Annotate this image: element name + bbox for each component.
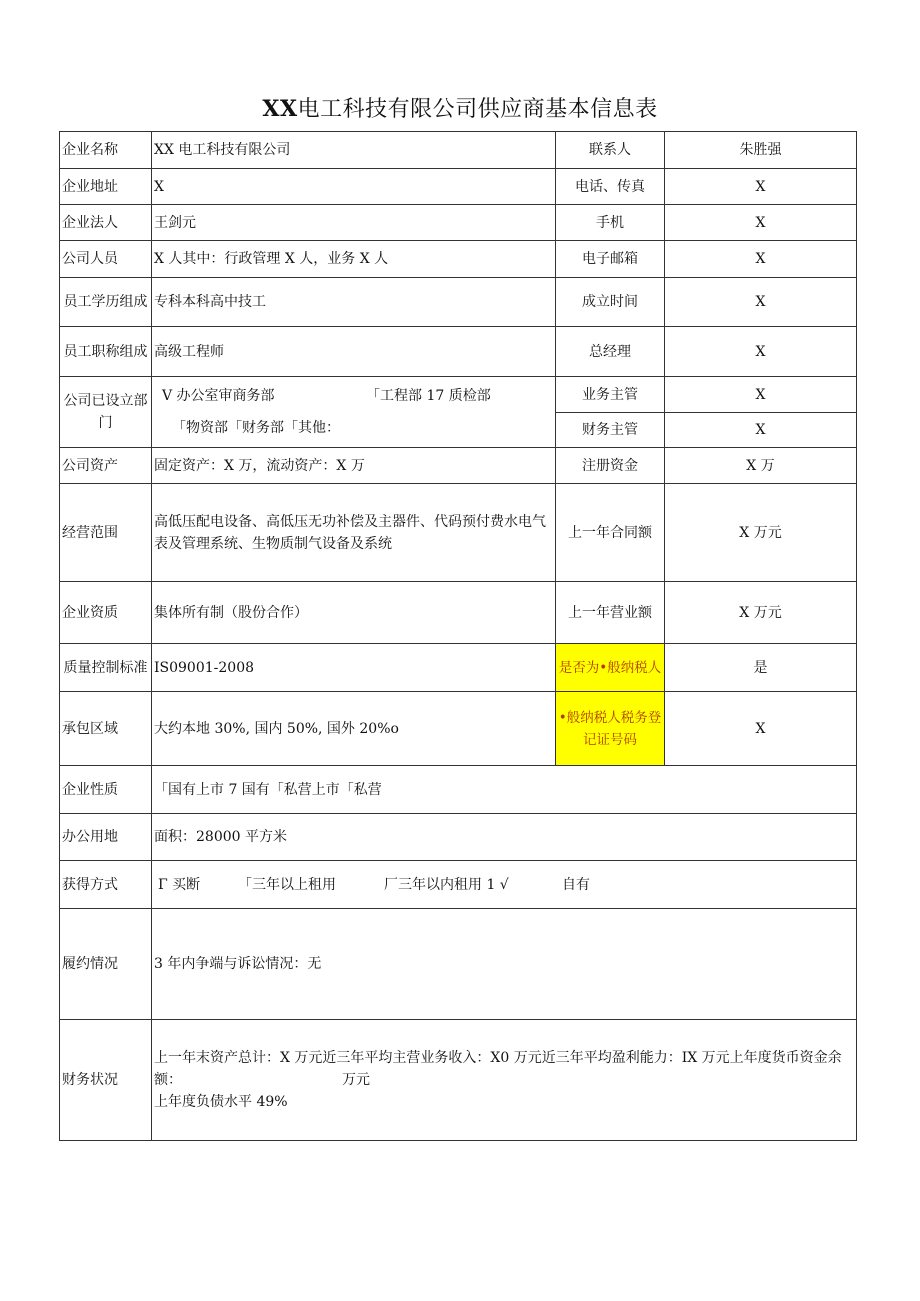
tax-registration-value: X bbox=[665, 692, 857, 766]
last-year-contracts-label: 上一年合同额 bbox=[556, 484, 665, 582]
departments-line-2: 「物资部「财务部「其他： bbox=[172, 420, 340, 436]
enterprise-nature-label: 企业性质 bbox=[60, 766, 152, 814]
mobile-label: 手机 bbox=[556, 205, 665, 241]
departments-label: 公司已设立部门 bbox=[60, 377, 152, 448]
office-area-value: 面积：28000 平方米 bbox=[152, 814, 857, 861]
mobile-value: X bbox=[665, 205, 857, 241]
table-row bbox=[60, 644, 857, 692]
table-row bbox=[60, 205, 857, 241]
business-scope-label: 经营范围 bbox=[60, 484, 152, 582]
acquisition-option-owned: 自有 bbox=[562, 876, 590, 893]
acquisition-option-long-lease: 「三年以上租用 bbox=[238, 876, 336, 893]
table-row bbox=[60, 484, 857, 582]
finance-cash-unit: 万元 bbox=[342, 1072, 370, 1088]
page-title bbox=[0, 92, 920, 123]
founded-value: X bbox=[665, 278, 857, 327]
finance-manager-value: X bbox=[665, 413, 857, 448]
phone-fax-label: 电话、传真 bbox=[556, 169, 665, 205]
table-row bbox=[60, 327, 857, 377]
last-year-revenue-label: 上一年营业额 bbox=[556, 582, 665, 644]
acquisition-value bbox=[152, 861, 857, 909]
job-titles-label: 员工职称组成 bbox=[60, 327, 152, 377]
assets-value: 固定资产：X 万，流动资产：X 万 bbox=[152, 448, 556, 484]
acquisition-option-buyout: Γ 买断 bbox=[158, 876, 201, 893]
table-row bbox=[60, 582, 857, 644]
registered-capital-label: 注册资金 bbox=[556, 448, 665, 484]
business-scope-value: 高低压配电设备、高低压无功补偿及主器件、代码预付费水电气表及管理系统、生物质制气设备及系统 bbox=[152, 484, 556, 582]
assets-label: 公司资产 bbox=[60, 448, 152, 484]
founded-label: 成立时间 bbox=[556, 278, 665, 327]
supplier-info-table bbox=[59, 131, 857, 1141]
departments-line-1 bbox=[154, 385, 553, 407]
phone-fax-value: X bbox=[665, 169, 857, 205]
qualification-value: 集体所有制（股份合作） bbox=[152, 582, 556, 644]
company-name-label: 企业名称 bbox=[60, 132, 152, 169]
email-label: 电子邮箱 bbox=[556, 241, 665, 278]
general-manager-label: 总经理 bbox=[556, 327, 665, 377]
contract-region-value: 大约本地 30%, 国内 50%, 国外 20%o bbox=[152, 692, 556, 766]
table-row bbox=[60, 861, 857, 909]
table-row bbox=[60, 241, 857, 278]
table-row bbox=[60, 766, 857, 814]
acquisition-option-short-lease: 厂三年以内租用 1 √ bbox=[384, 876, 509, 893]
table-row bbox=[60, 132, 857, 169]
finance-summary: 上一年末资产总计：X 万元近三年平均主营业务收入：X0 万元近三年平均盈利能力：IX 万元上年度货币资金余额： bbox=[154, 1050, 842, 1088]
last-year-contracts-value: X 万元 bbox=[665, 484, 857, 582]
finance-status-value bbox=[152, 1020, 857, 1141]
general-taxpayer-value: 是 bbox=[665, 644, 857, 692]
quality-standard-label: 质量控制标准 bbox=[60, 644, 152, 692]
finance-manager-label: 财务主管 bbox=[556, 413, 665, 448]
general-manager-value: X bbox=[665, 327, 857, 377]
business-manager-value: X bbox=[665, 377, 857, 413]
title-prefix: XX bbox=[262, 96, 298, 122]
legal-person-label: 企业法人 bbox=[60, 205, 152, 241]
finance-status-label: 财务状况 bbox=[60, 1020, 152, 1141]
email-value: X bbox=[665, 241, 857, 278]
contact-value: 朱胜强 bbox=[665, 132, 857, 169]
departments-option-group-1: V 办公室审商务部 bbox=[162, 388, 275, 404]
table-row bbox=[60, 909, 857, 1020]
staff-label: 公司人员 bbox=[60, 241, 152, 278]
address-value: X bbox=[152, 169, 556, 205]
table-row bbox=[60, 377, 857, 413]
company-name-value: XX 电工科技有限公司 bbox=[152, 132, 556, 169]
departments-value bbox=[152, 377, 556, 448]
qualification-label: 企业资质 bbox=[60, 582, 152, 644]
table-row bbox=[60, 448, 857, 484]
tax-registration-label: •般纳税人税务登记证号码 bbox=[556, 692, 665, 766]
business-manager-label: 业务主管 bbox=[556, 377, 665, 413]
contact-label: 联系人 bbox=[556, 132, 665, 169]
title-text: 电工科技有限公司供应商基本信息表 bbox=[297, 97, 658, 122]
last-year-revenue-value: X 万元 bbox=[665, 582, 857, 644]
finance-debt-level: 上年度负债水平 49% bbox=[154, 1094, 288, 1110]
table-row bbox=[60, 1020, 857, 1141]
job-titles-value: 高级工程师 bbox=[152, 327, 556, 377]
table-row bbox=[60, 278, 857, 327]
registered-capital-value: X 万 bbox=[665, 448, 857, 484]
performance-label: 履约情况 bbox=[60, 909, 152, 1020]
legal-person-value: 王剑元 bbox=[152, 205, 556, 241]
education-value: 专科本科高中技工 bbox=[152, 278, 556, 327]
acquisition-label: 获得方式 bbox=[60, 861, 152, 909]
education-label: 员工学历组成 bbox=[60, 278, 152, 327]
enterprise-nature-value: 「国有上市 7 国有「私营上市「私营 bbox=[152, 766, 857, 814]
departments-option-group-2: 「工程部 17 质检部 bbox=[366, 388, 491, 404]
contract-region-label: 承包区域 bbox=[60, 692, 152, 766]
performance-value: 3 年内争端与诉讼情况：无 bbox=[152, 909, 857, 1020]
staff-value: X 人其中：行政管理 X 人，业务 X 人 bbox=[152, 241, 556, 278]
office-area-label: 办公用地 bbox=[60, 814, 152, 861]
address-label: 企业地址 bbox=[60, 169, 152, 205]
table-row bbox=[60, 169, 857, 205]
table-row bbox=[60, 692, 857, 766]
general-taxpayer-label: 是否为•般纳税人 bbox=[556, 644, 665, 692]
table-row bbox=[60, 814, 857, 861]
quality-standard-value: IS09001-2008 bbox=[152, 644, 556, 692]
